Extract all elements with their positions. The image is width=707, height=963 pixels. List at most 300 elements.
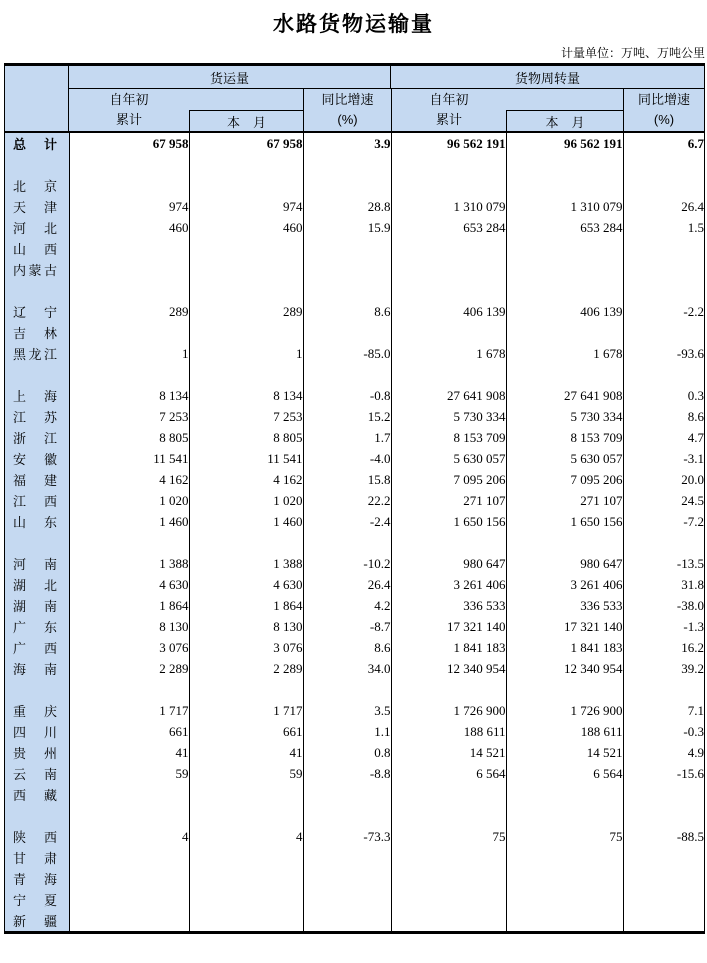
value-cell xyxy=(623,784,704,805)
value-cell xyxy=(69,784,189,805)
region-cell xyxy=(5,700,69,721)
value-cell: 4 xyxy=(189,826,303,847)
table-row xyxy=(5,406,704,427)
value-cell xyxy=(623,679,704,700)
value-cell: -1.3 xyxy=(683,618,704,634)
value-cell xyxy=(391,784,506,805)
value-cell xyxy=(391,847,506,868)
value-cell: 661 xyxy=(69,721,189,742)
value-cell xyxy=(623,259,704,280)
value-cell: 3 261 406 xyxy=(391,574,506,595)
value-cell xyxy=(391,154,506,175)
value-cell xyxy=(391,910,506,931)
value-cell: 26.4 xyxy=(681,198,704,214)
value-cell: 14 521 xyxy=(506,742,623,763)
value-cell: 4.9 xyxy=(687,744,704,760)
value-cell: 1 841 183 xyxy=(391,637,506,658)
value-cell: 8 134 xyxy=(69,385,189,406)
value-cell xyxy=(69,679,189,700)
value-cell: -85.0 xyxy=(303,343,391,364)
region-label: 重庆 xyxy=(13,704,57,719)
value-cell: 1 864 xyxy=(69,595,189,616)
value-cell xyxy=(391,322,506,343)
value-cell xyxy=(506,847,623,868)
value-cell xyxy=(623,847,704,868)
value-cell: 1 650 156 xyxy=(506,511,623,532)
value-cell: 4 162 xyxy=(69,469,189,490)
region-cell xyxy=(5,196,69,217)
value-cell: 460 xyxy=(69,217,189,238)
table-row xyxy=(5,385,704,406)
region-label: 江苏 xyxy=(13,410,57,425)
value-cell: 8 130 xyxy=(69,616,189,637)
value-cell: -4.0 xyxy=(303,448,391,469)
value-cell: 1 726 900 xyxy=(506,700,623,721)
value-cell xyxy=(189,532,303,553)
value-cell: 3.9 xyxy=(303,133,391,154)
value-cell: 7 095 206 xyxy=(391,469,506,490)
region-label: 湖北 xyxy=(13,578,57,593)
value-cell: 336 533 xyxy=(506,595,623,616)
value-cell: 67 958 xyxy=(69,133,189,154)
value-cell: 39.2 xyxy=(681,660,704,676)
value-cell: 8.6 xyxy=(687,408,704,424)
region-label: 广西 xyxy=(13,641,57,656)
region-label: 北京 xyxy=(13,179,57,194)
value-cell: 31.8 xyxy=(681,576,704,592)
value-cell: 28.8 xyxy=(303,196,391,217)
value-cell: 27 641 908 xyxy=(506,385,623,406)
region-label: 内蒙古 xyxy=(13,263,57,278)
region-label: 辽宁 xyxy=(13,305,57,320)
value-cell xyxy=(69,868,189,889)
value-cell: 41 xyxy=(69,742,189,763)
value-cell: 8 134 xyxy=(189,385,303,406)
value-cell: 17 321 140 xyxy=(391,616,506,637)
value-cell xyxy=(303,847,391,868)
value-cell: -13.5 xyxy=(676,555,704,571)
region-cell xyxy=(5,868,69,889)
value-cell xyxy=(303,259,391,280)
value-cell: 8 805 xyxy=(189,427,303,448)
header-cumulative-1 xyxy=(69,89,189,131)
region-label: 西藏 xyxy=(13,788,57,803)
region-cell xyxy=(5,826,69,847)
region-label: 福建 xyxy=(13,473,57,488)
region-label: 总计 xyxy=(13,137,57,152)
value-cell xyxy=(189,805,303,826)
value-cell xyxy=(189,889,303,910)
table-row xyxy=(5,742,704,763)
value-cell xyxy=(303,322,391,343)
value-cell: 3 076 xyxy=(69,637,189,658)
value-cell xyxy=(303,238,391,259)
value-cell: 1 310 079 xyxy=(391,196,506,217)
region-cell xyxy=(5,364,69,385)
region-label: 天津 xyxy=(13,200,57,215)
value-cell: 1 678 xyxy=(506,343,623,364)
table-row xyxy=(5,553,704,574)
value-cell: 96 562 191 xyxy=(506,133,623,154)
region-cell xyxy=(5,763,69,784)
value-cell xyxy=(506,322,623,343)
value-cell xyxy=(69,259,189,280)
value-cell: -0.3 xyxy=(683,723,704,739)
region-cell xyxy=(5,154,69,175)
table-row xyxy=(5,511,704,532)
value-cell: 1.1 xyxy=(303,721,391,742)
value-cell xyxy=(69,532,189,553)
value-cell: 1 310 079 xyxy=(506,196,623,217)
value-cell xyxy=(303,868,391,889)
value-cell: 11 541 xyxy=(69,448,189,469)
region-cell xyxy=(5,637,69,658)
value-cell: 41 xyxy=(189,742,303,763)
value-cell xyxy=(623,868,704,889)
value-cell xyxy=(623,322,704,343)
region-cell xyxy=(5,910,69,931)
table-row xyxy=(5,343,704,364)
value-cell xyxy=(506,910,623,931)
table-row xyxy=(5,175,704,196)
value-cell: 980 647 xyxy=(391,553,506,574)
value-cell: 271 107 xyxy=(391,490,506,511)
value-cell: 289 xyxy=(69,301,189,322)
value-cell xyxy=(391,868,506,889)
value-cell xyxy=(623,238,704,259)
value-cell: 4.2 xyxy=(303,595,391,616)
spacer-row xyxy=(5,280,704,301)
value-cell: 11 541 xyxy=(189,448,303,469)
spacer-row xyxy=(5,154,704,175)
region-cell xyxy=(5,385,69,406)
region-label: 山西 xyxy=(13,242,57,257)
value-cell: 1 xyxy=(189,343,303,364)
value-cell: -10.2 xyxy=(303,553,391,574)
table-rows xyxy=(5,133,704,931)
region-cell xyxy=(5,595,69,616)
value-cell: 974 xyxy=(69,196,189,217)
spacer-row xyxy=(5,805,704,826)
region-label: 湖南 xyxy=(13,599,57,614)
value-cell xyxy=(506,679,623,700)
region-cell xyxy=(5,511,69,532)
value-cell: 24.5 xyxy=(681,492,704,508)
value-cell: 59 xyxy=(69,763,189,784)
value-cell: 1.5 xyxy=(687,219,704,235)
freight-table xyxy=(4,63,705,934)
value-cell xyxy=(391,805,506,826)
value-cell xyxy=(303,679,391,700)
value-cell xyxy=(303,532,391,553)
value-cell xyxy=(69,322,189,343)
table-row xyxy=(5,868,704,889)
table-row xyxy=(5,448,704,469)
value-cell: -93.6 xyxy=(676,345,704,361)
value-cell xyxy=(303,364,391,385)
value-cell: 4 162 xyxy=(189,469,303,490)
value-cell: 8 805 xyxy=(69,427,189,448)
value-cell: 8 153 709 xyxy=(391,427,506,448)
table-row xyxy=(5,238,704,259)
region-label: 陕西 xyxy=(13,830,57,845)
region-cell xyxy=(5,343,69,364)
region-cell xyxy=(5,469,69,490)
value-cell xyxy=(391,175,506,196)
value-cell: 7.1 xyxy=(687,702,704,718)
value-cell: 1 388 xyxy=(189,553,303,574)
value-cell xyxy=(189,280,303,301)
corner-cell xyxy=(5,66,69,131)
table-row xyxy=(5,133,704,154)
value-cell: 15.8 xyxy=(303,469,391,490)
unit-note: 计量单位：万吨、万吨公里 xyxy=(560,46,705,60)
value-cell: 14 521 xyxy=(391,742,506,763)
value-cell xyxy=(506,364,623,385)
region-cell xyxy=(5,532,69,553)
value-cell xyxy=(303,175,391,196)
value-cell xyxy=(69,805,189,826)
value-cell xyxy=(506,805,623,826)
table-row xyxy=(5,595,704,616)
value-cell: 4 630 xyxy=(69,574,189,595)
value-cell xyxy=(303,910,391,931)
value-cell xyxy=(506,259,623,280)
value-cell xyxy=(303,784,391,805)
header-month-2: 本 月 xyxy=(506,110,623,131)
header-yoy-1 xyxy=(303,89,391,131)
value-cell: -88.5 xyxy=(676,828,704,844)
value-cell: 0.3 xyxy=(687,387,704,403)
value-cell xyxy=(506,175,623,196)
page-title: 水路货物运输量 xyxy=(273,13,434,36)
group-header-freight-turnover: 货物周转量 xyxy=(391,66,704,89)
value-cell xyxy=(189,364,303,385)
value-cell: 1 020 xyxy=(69,490,189,511)
value-cell: 460 xyxy=(189,217,303,238)
value-cell xyxy=(391,259,506,280)
value-cell xyxy=(69,175,189,196)
table-body xyxy=(5,133,704,931)
value-cell xyxy=(303,805,391,826)
value-cell xyxy=(506,154,623,175)
value-cell xyxy=(69,847,189,868)
region-cell xyxy=(5,742,69,763)
value-cell: 188 611 xyxy=(391,721,506,742)
region-label: 宁夏 xyxy=(13,893,57,908)
value-cell: 6.7 xyxy=(687,135,704,151)
region-label: 贵州 xyxy=(13,746,57,761)
group-header-freight-volume: 货运量 xyxy=(69,66,391,89)
region-label: 海南 xyxy=(13,662,57,677)
region-label: 新疆 xyxy=(13,914,57,929)
region-label: 河南 xyxy=(13,557,57,572)
value-cell: 1 841 183 xyxy=(506,637,623,658)
value-cell: 27 641 908 xyxy=(391,385,506,406)
table-row xyxy=(5,469,704,490)
spacer-row xyxy=(5,364,704,385)
region-label: 黑龙江 xyxy=(13,347,57,362)
value-cell: 4.7 xyxy=(687,429,704,445)
value-cell xyxy=(391,238,506,259)
value-cell xyxy=(303,889,391,910)
region-cell xyxy=(5,889,69,910)
table-row xyxy=(5,889,704,910)
value-cell: 8.6 xyxy=(303,637,391,658)
value-cell: 7 253 xyxy=(189,406,303,427)
value-cell: 1.7 xyxy=(303,427,391,448)
value-cell: 67 958 xyxy=(189,133,303,154)
region-cell xyxy=(5,658,69,679)
region-label: 山东 xyxy=(13,515,57,530)
region-cell xyxy=(5,784,69,805)
value-cell: -8.7 xyxy=(303,616,391,637)
value-cell: 0.8 xyxy=(303,742,391,763)
value-cell: 7 253 xyxy=(69,406,189,427)
table-row xyxy=(5,427,704,448)
value-cell: 5 730 334 xyxy=(391,406,506,427)
value-cell: 8 153 709 xyxy=(506,427,623,448)
value-cell: 5 630 057 xyxy=(391,448,506,469)
value-cell xyxy=(189,868,303,889)
table-row xyxy=(5,910,704,931)
value-cell: 5 630 057 xyxy=(506,448,623,469)
value-cell xyxy=(69,154,189,175)
value-cell xyxy=(391,889,506,910)
value-cell: 4 xyxy=(69,826,189,847)
value-cell: 2 289 xyxy=(189,658,303,679)
value-cell xyxy=(189,259,303,280)
value-cell xyxy=(69,364,189,385)
region-cell xyxy=(5,490,69,511)
value-cell: -3.1 xyxy=(683,450,704,466)
value-cell xyxy=(623,910,704,931)
table-row xyxy=(5,322,704,343)
header-yoy-2-line1: 同比增速 xyxy=(637,92,690,107)
value-cell: 8 130 xyxy=(189,616,303,637)
value-cell xyxy=(506,784,623,805)
value-cell: 1 717 xyxy=(189,700,303,721)
region-cell xyxy=(5,175,69,196)
value-cell: 271 107 xyxy=(506,490,623,511)
value-cell: 20.0 xyxy=(681,471,704,487)
value-cell: 1 460 xyxy=(69,511,189,532)
region-cell xyxy=(5,406,69,427)
table-row xyxy=(5,301,704,322)
value-cell xyxy=(623,154,704,175)
value-cell xyxy=(623,175,704,196)
value-cell: -73.3 xyxy=(303,826,391,847)
value-cell: 6 564 xyxy=(506,763,623,784)
value-cell: 1 xyxy=(69,343,189,364)
value-cell: 96 562 191 xyxy=(391,133,506,154)
region-label: 安徽 xyxy=(13,452,57,467)
value-cell xyxy=(69,238,189,259)
region-label: 四川 xyxy=(13,725,57,740)
header-cumulative-1-line2: 累计 xyxy=(115,112,142,127)
spacer-row xyxy=(5,532,704,553)
header-cumulative-2 xyxy=(391,89,506,131)
value-cell xyxy=(391,679,506,700)
region-cell xyxy=(5,301,69,322)
header-cumulative-2-line1: 自年初 xyxy=(429,92,469,107)
value-cell: 1 388 xyxy=(69,553,189,574)
value-cell xyxy=(506,868,623,889)
value-cell: 1 020 xyxy=(189,490,303,511)
value-cell xyxy=(69,889,189,910)
table-row xyxy=(5,196,704,217)
value-cell xyxy=(623,364,704,385)
region-label: 江西 xyxy=(13,494,57,509)
value-cell xyxy=(506,238,623,259)
table-row xyxy=(5,826,704,847)
value-cell: 1 650 156 xyxy=(391,511,506,532)
value-cell: 6 564 xyxy=(391,763,506,784)
value-cell xyxy=(189,847,303,868)
value-cell: 15.9 xyxy=(303,217,391,238)
value-cell: 188 611 xyxy=(506,721,623,742)
value-cell: 3.5 xyxy=(303,700,391,721)
header-month-1: 本 月 xyxy=(189,110,303,131)
region-cell xyxy=(5,427,69,448)
value-cell: -0.8 xyxy=(303,385,391,406)
table-row xyxy=(5,616,704,637)
value-cell xyxy=(189,154,303,175)
region-label: 甘肃 xyxy=(13,851,57,866)
value-cell: 12 340 954 xyxy=(506,658,623,679)
region-label: 青海 xyxy=(13,872,57,887)
value-cell: 12 340 954 xyxy=(391,658,506,679)
value-cell xyxy=(189,175,303,196)
value-cell xyxy=(391,280,506,301)
value-cell xyxy=(391,532,506,553)
value-cell: 653 284 xyxy=(506,217,623,238)
value-cell: 653 284 xyxy=(391,217,506,238)
value-cell xyxy=(303,280,391,301)
table-row xyxy=(5,259,704,280)
value-cell xyxy=(506,889,623,910)
value-cell xyxy=(69,280,189,301)
value-cell: 1 864 xyxy=(189,595,303,616)
header-cumulative-1-line1: 自年初 xyxy=(109,92,149,107)
table-row xyxy=(5,784,704,805)
region-cell xyxy=(5,133,69,154)
table-row xyxy=(5,490,704,511)
region-cell xyxy=(5,679,69,700)
header-yoy-2-line2: (%) xyxy=(653,112,675,127)
region-cell xyxy=(5,448,69,469)
region-cell xyxy=(5,574,69,595)
value-cell: 1 726 900 xyxy=(391,700,506,721)
table-row xyxy=(5,700,704,721)
value-cell xyxy=(189,910,303,931)
value-cell: 75 xyxy=(391,826,506,847)
value-cell xyxy=(69,910,189,931)
value-cell: 8.6 xyxy=(303,301,391,322)
value-cell: 26.4 xyxy=(303,574,391,595)
value-cell: 980 647 xyxy=(506,553,623,574)
value-cell: 17 321 140 xyxy=(506,616,623,637)
value-cell: 406 139 xyxy=(506,301,623,322)
value-cell: 1 717 xyxy=(69,700,189,721)
value-cell xyxy=(506,280,623,301)
value-cell: 974 xyxy=(189,196,303,217)
value-cell xyxy=(189,238,303,259)
value-cell xyxy=(506,532,623,553)
value-cell: 5 730 334 xyxy=(506,406,623,427)
value-cell: 3 076 xyxy=(189,637,303,658)
value-cell xyxy=(623,532,704,553)
